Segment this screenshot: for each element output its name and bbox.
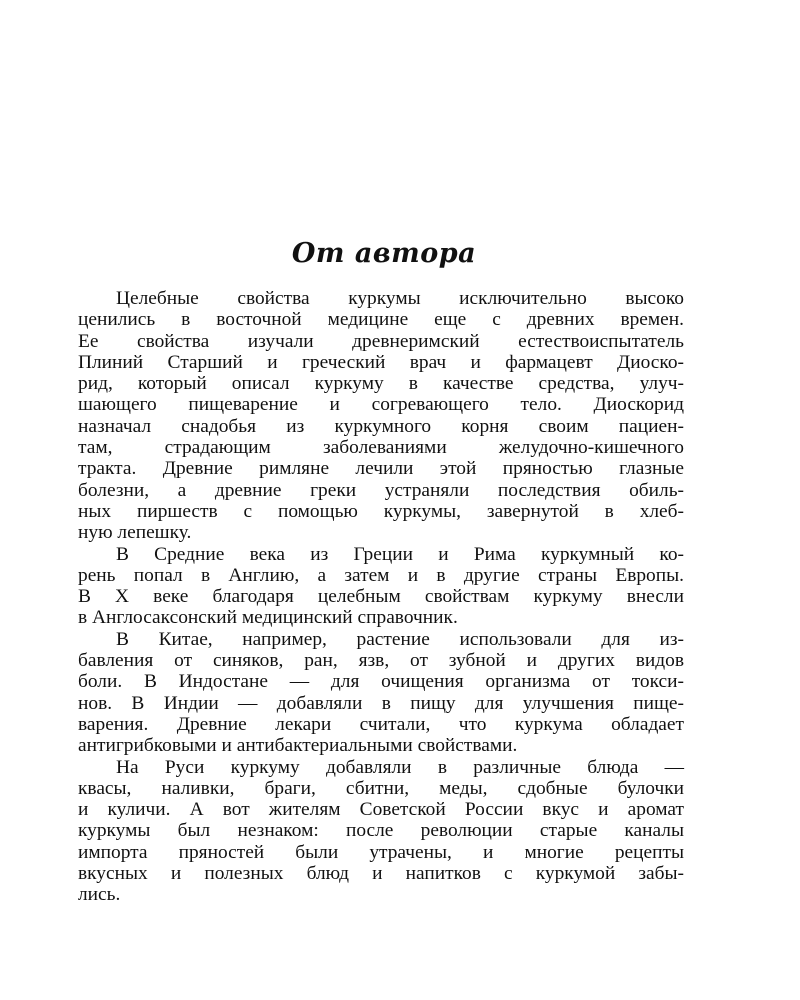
text-line: назначал снадобья из куркумного корня своим пациен- [78,415,684,437]
text-line: ценились в восточной медицине еще с древних времен. [78,309,684,331]
text-line: рид, который описал куркуму в качестве средства, улуч- [78,373,684,395]
text-line: болезни, а древние греки устраняли последствия обиль- [78,479,684,501]
text-line: В Китае, например, растение использовали для из- [116,628,684,650]
text-line: В Средние века из Греции и Рима куркумный ко- [116,543,684,565]
text-line: шающего пищеварение и согревающего тело. Диоскорид [78,394,684,416]
body-text [78,288,684,906]
text-line: куркумы был незнаком: после революции старые каналы [78,820,684,842]
paragraph-2 [78,544,684,629]
text-line: Плиний Старший и греческий врач и фармацевт Диоско- [78,351,684,373]
text-line: ных пиршеств с помощью куркумы, завернутой в хлеб- [78,500,684,522]
text-line: там, страдающим заболеваниями желудочно-кишечного [78,437,684,459]
paragraph-4 [78,757,684,906]
text-line: лись. [78,884,121,906]
text-line: антигрибковыми и антибактериальными свойствами. [78,735,518,757]
paragraph-3 [78,629,684,757]
text-line: импорта пряностей были утрачены, и многие рецепты [78,841,684,863]
text-line: боли. В Индостане — для очищения организма от токси- [78,671,684,693]
text-line: ную лепешку. [78,522,192,544]
paragraph-1 [78,288,684,544]
chapter-title: От автора [291,238,477,269]
text-line: нов. В Индии — добавляли в пищу для улучшения пище- [78,692,684,714]
text-line: бавления от синяков, ран, язв, от зубной и других видов [78,650,684,672]
text-line: в Англосаксонский медицинский справочник. [78,607,458,629]
text-line: В X веке благодаря целебным свойствам куркуму внесли [78,586,684,608]
text-line: рень попал в Англию, а затем и в другие страны Европы. [78,564,684,586]
text-line: квасы, наливки, браги, сбитни, меды, сдобные булочки [78,777,684,799]
text-line: Целебные свойства куркумы исключительно высоко [116,288,684,309]
text-line: тракта. Древние римляне лечили этой пряностью глазные [78,458,684,480]
text-line: На Руси куркуму добавляли в различные блюда — [116,756,684,778]
text-line: и куличи. А вот жителям Советской России вкус и аромат [78,799,684,821]
text-line: вкусных и полезных блюд и напитков с куркумой забы- [78,863,684,885]
text-line: варения. Древние лекари считали, что куркума обладает [78,713,684,735]
text-line: Ее свойства изучали древнеримский естествоиспытатель [78,330,684,352]
